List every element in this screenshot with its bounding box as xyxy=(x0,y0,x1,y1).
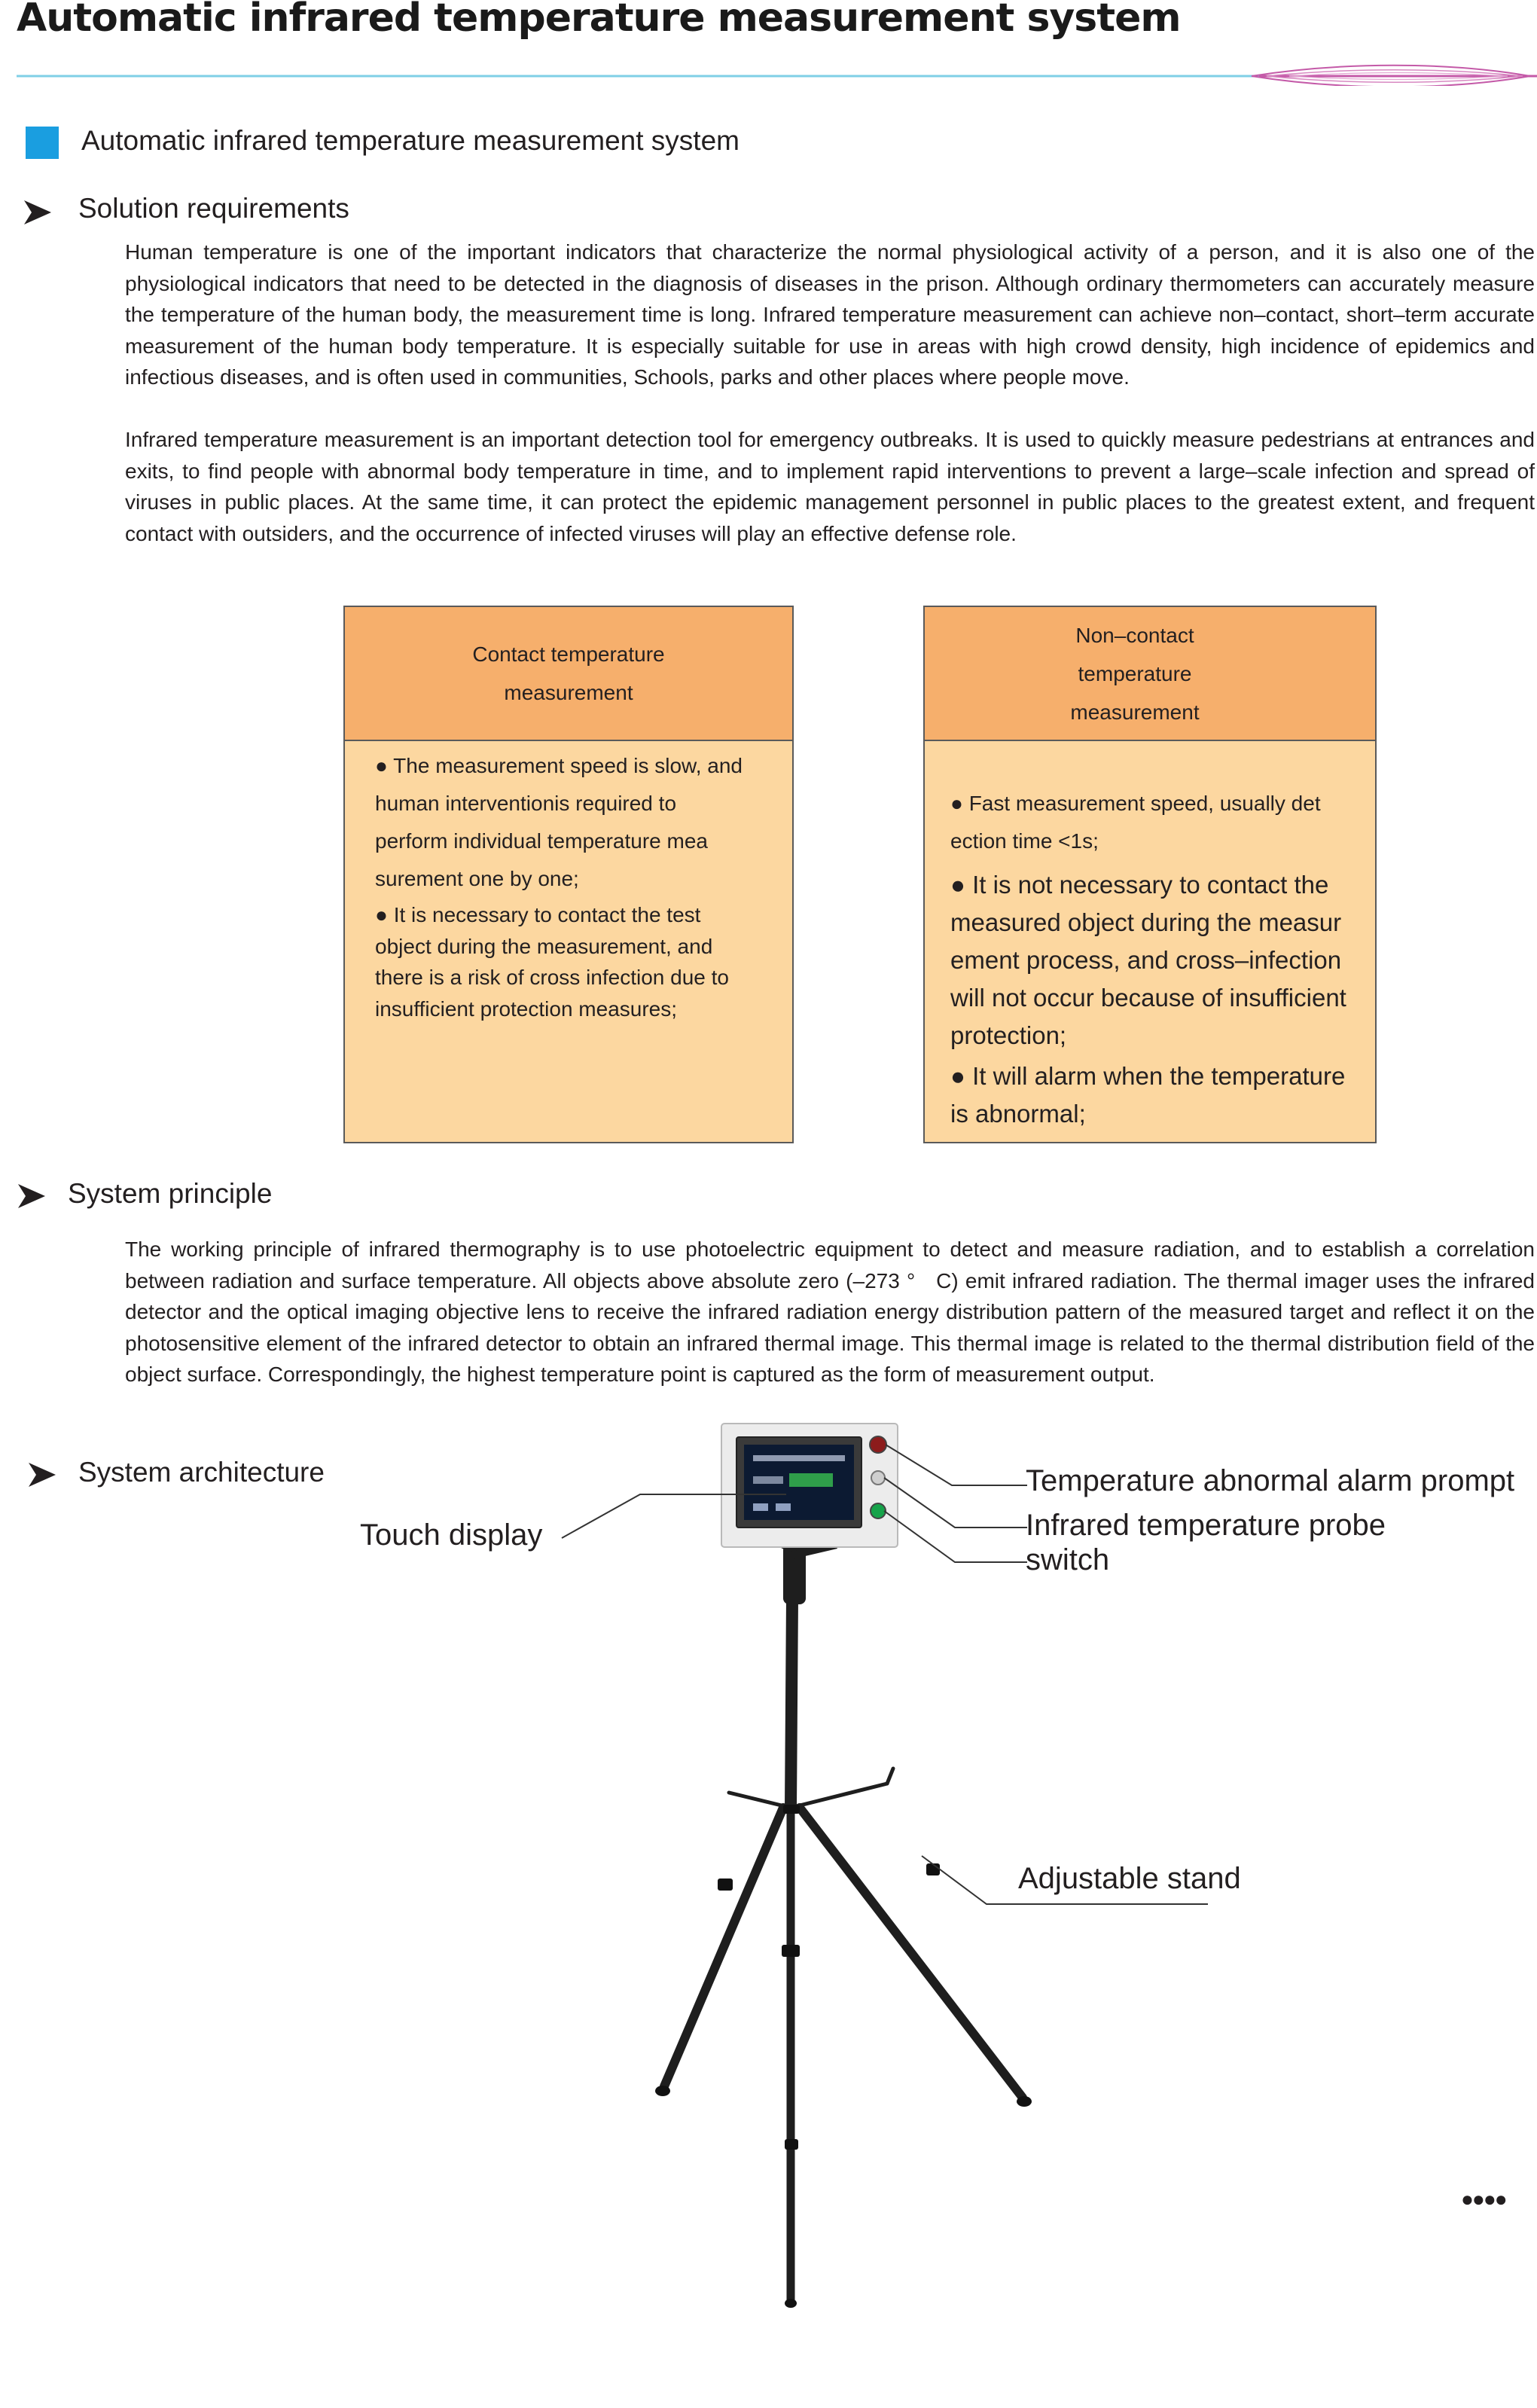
contact-title-line2: measurement xyxy=(504,681,633,704)
blue-square-icon xyxy=(26,127,59,159)
arrow-bullet-icon xyxy=(23,197,53,227)
contact-bullet-1: ● The measurement speed is slow, and human interventionis required to perform individual temperature mea surement one by one; xyxy=(375,754,743,890)
noncontact-box-header xyxy=(925,607,1375,741)
page-title: Automatic infrared temperature measurement system xyxy=(17,0,1181,41)
contact-title-line1: Contact temperature xyxy=(472,642,665,666)
probe-label-line2: switch xyxy=(1026,1543,1110,1576)
alarm-prompt-label: Temperature abnormal alarm prompt xyxy=(1026,1464,1515,1497)
noncontact-bullet-1: ● Fast measurement speed, usually det ection time <1s; xyxy=(950,792,1321,853)
subtitle: Automatic infrared temperature measurement system xyxy=(81,125,740,156)
solution-paragraph-2: Infrared temperature measurement is an important detection tool for emergency outbreaks. It is used to quickly measure pedestrians at entrances and exits, to find people with abnormal body temperature in time, and to implement rapid interventions to prevent a large–scale infection and spread of viruses in public places. At the same time, it can protect the epidemic management personnel in public places to the greatest extent, and frequent contact with outsiders, and the occurrence of infected viruses will play an effective defense role. xyxy=(125,428,1535,545)
principle-heading: System principle xyxy=(68,1178,273,1209)
page-dots: ●●●● xyxy=(1461,2187,1506,2211)
solution-heading: Solution requirements xyxy=(78,193,349,224)
arrow-bullet-icon xyxy=(17,1181,47,1211)
contact-bullet-2: ● It is necessary to contact the test object during the measurement, and there is a risk of cross infection due to insufficient protection measures; xyxy=(375,903,729,1021)
touch-display-label: Touch display xyxy=(360,1518,543,1552)
solution-paragraph-1: Human temperature is one of the important indicators that characterize the normal physiological activity of a person, and it is also one of the physiological indicators that need to be detected in the diagnosis of diseases in the prison. Although ordinary thermometers can accurately measure the temperature of the human body, the measurement time is long. Infrared temperature measurement can achieve non–contact, short–term accurate measurement of the human body temperature. It is especially suitable for use in areas with high crowd density, high incidence of epidemics and infectious diseases, and is often used in communities, Schools, parks and other places where people move. xyxy=(125,240,1535,389)
noncontact-title-line2: measurement xyxy=(1070,700,1200,724)
noncontact-bullet-3: ● It will alarm when the temperature is abnormal; xyxy=(950,1062,1346,1128)
noncontact-bullet-2: ● It is not necessary to contact the measured object during the measur ement process, and cross–infection will not occur because of insufficient protection; xyxy=(950,871,1346,1049)
architecture-heading: System architecture xyxy=(78,1457,325,1488)
probe-switch-label xyxy=(1026,1508,1386,1577)
probe-label-line1: Infrared temperature probe xyxy=(1026,1509,1386,1542)
adjustable-stand-label: Adjustable stand xyxy=(1018,1862,1241,1895)
noncontact-title-line1: Non–contact temperature xyxy=(1075,623,1194,685)
title-rule xyxy=(17,63,1537,86)
contact-box-header xyxy=(345,607,792,741)
principle-paragraph: The working principle of infrared thermography is to use photoelectric equipment to detect and measure radiation, and to establish a correlation between radiation and surface temperature. All objects above absolute zero (–273 ° C) emit infrared radiation. The thermal imager uses the infrared detector and the optical imaging objective lens to receive the infrared radiation energy distribution pattern of the measured target and reflect it on the photosensitive element of the infrared detector to obtain an infrared thermal image. This thermal image is related to the thermal distribution field of the object surface. Correspondingly, the highest temperature point is captured as the form of measurement output. xyxy=(125,1238,1535,1386)
contact-measurement-box xyxy=(343,606,794,1143)
noncontact-measurement-box xyxy=(923,606,1377,1143)
